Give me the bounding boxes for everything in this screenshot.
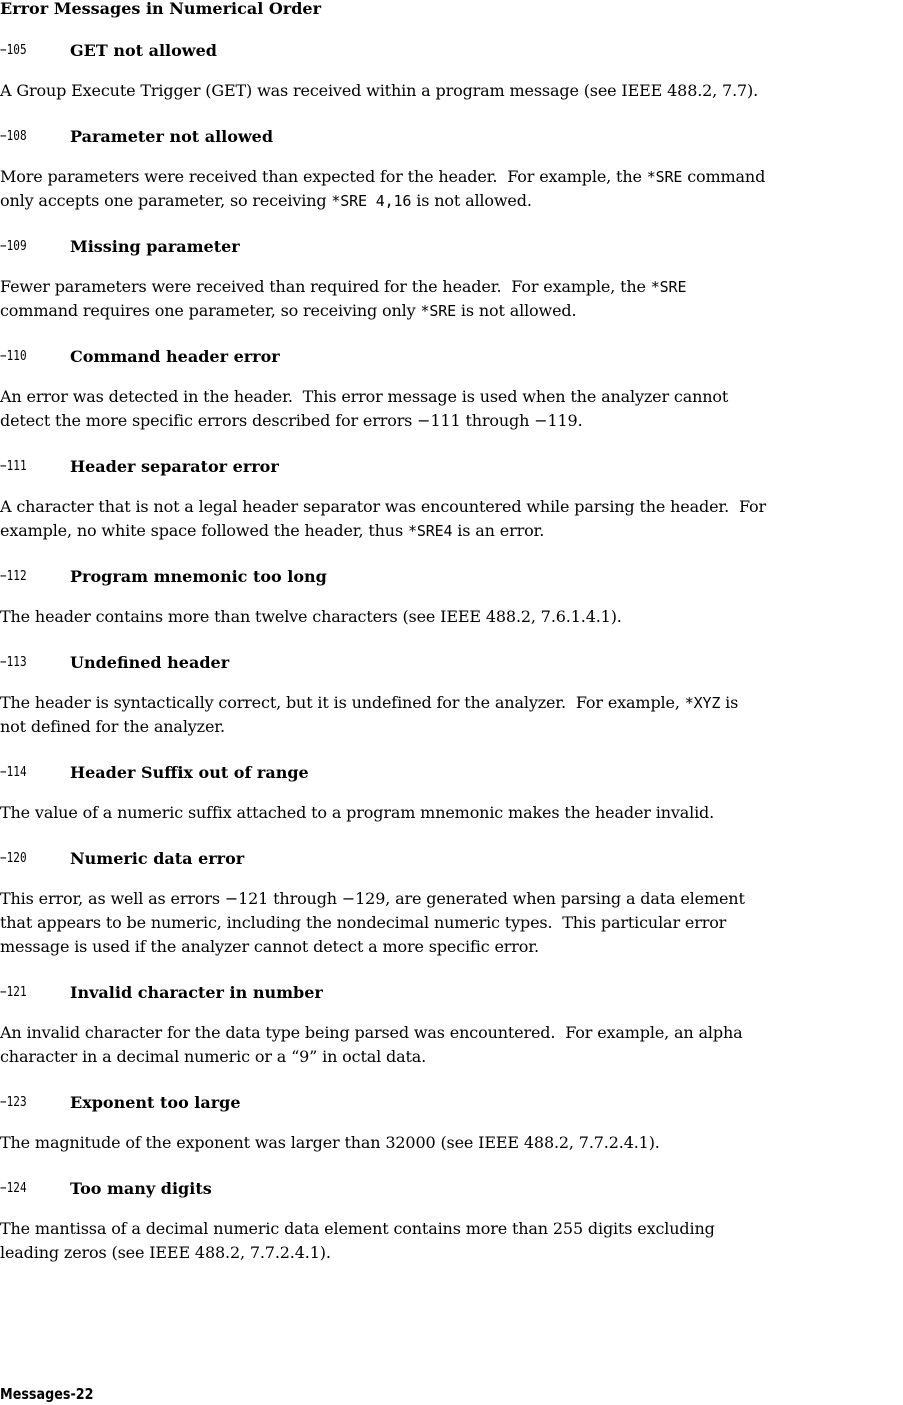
error-entry: [0, 1177, 903, 1287]
description-text: that appears to be numeric, including the nondecimal numeric types. This particular error: [0, 913, 727, 932]
description-line: [0, 911, 903, 935]
error-entry-heading: [0, 235, 903, 257]
error-entry: [0, 761, 903, 847]
error-entry-heading: [0, 565, 903, 587]
description-line: [0, 1241, 903, 1265]
error-entry: [0, 235, 903, 345]
description-text: message is used if the analyzer cannot detect a more specific error.: [0, 937, 539, 956]
error-entry: [0, 125, 903, 235]
error-name: Invalid character in number: [70, 982, 323, 1002]
error-entry-heading: [0, 761, 903, 783]
page-footer: Messages-22: [0, 1385, 94, 1403]
error-description: [0, 1003, 903, 1091]
error-code: −124: [0, 1180, 27, 1196]
description-text: character in a decimal numeric or a “9” in octal data.: [0, 1047, 427, 1066]
description-line: [0, 801, 903, 825]
error-code: −105: [0, 42, 27, 58]
error-name: Exponent too large: [70, 1092, 241, 1112]
error-description: [0, 587, 903, 651]
error-code: −121: [0, 984, 27, 1000]
error-entry-heading: [0, 1091, 903, 1113]
description-line: [0, 275, 903, 299]
page-title: Error Messages in Numerical Order: [0, 0, 322, 18]
error-entry-heading: [0, 125, 903, 147]
error-entry-heading: [0, 345, 903, 367]
description-line: [0, 1045, 903, 1069]
description-line: [0, 519, 903, 543]
description-line: [0, 1021, 903, 1045]
command-literal: *SRE: [420, 302, 456, 320]
error-code: −110: [0, 348, 27, 364]
error-description: [0, 257, 903, 345]
description-text: An error was detected in the header. This error message is used when the analyzer cannot: [0, 387, 729, 406]
error-message-list: [0, 39, 903, 1287]
error-entry-heading: [0, 981, 903, 1003]
description-text: The header contains more than twelve characters (see IEEE 488.2, 7.6.1.4.1).: [0, 607, 622, 626]
description-text: is an error.: [452, 521, 545, 540]
error-code: −111: [0, 458, 27, 474]
error-name: Header separator error: [70, 456, 279, 476]
description-text: command: [682, 167, 766, 186]
description-line: [0, 495, 903, 519]
error-name: GET not allowed: [70, 40, 217, 60]
description-text: The header is syntactically correct, but it is undefined for the analyzer. For example,: [0, 693, 685, 712]
description-text: is: [720, 693, 739, 712]
error-entry: [0, 847, 903, 981]
description-line: [0, 1217, 903, 1241]
error-entry: [0, 1091, 903, 1177]
description-text: This error, as well as errors −121 through −129, are generated when parsing a data element: [0, 889, 745, 908]
description-text: only accepts one parameter, so receiving: [0, 191, 332, 210]
command-literal: *SRE4: [407, 522, 453, 540]
error-description: [0, 61, 903, 125]
error-code: −123: [0, 1094, 27, 1110]
description-line: [0, 605, 903, 629]
error-name: Program mnemonic too long: [70, 566, 327, 586]
description-line: [0, 189, 903, 213]
description-line: [0, 385, 903, 409]
command-literal: *XYZ: [684, 694, 721, 712]
error-code: −108: [0, 128, 27, 144]
error-entry-heading: [0, 39, 903, 61]
description-text: A Group Execute Trigger (GET) was received within a program message (see IEEE 488.2, 7.7).: [0, 81, 759, 100]
description-text: is not allowed.: [411, 191, 532, 210]
error-code: −114: [0, 764, 27, 780]
error-entry: [0, 455, 903, 565]
command-literal: *SRE: [646, 168, 683, 186]
error-description: [0, 367, 903, 455]
error-code: −120: [0, 850, 27, 866]
description-text: More parameters were received than expected for the header. For example, the: [0, 167, 647, 186]
description-line: [0, 165, 903, 189]
error-code: −113: [0, 654, 27, 670]
error-entry: [0, 651, 903, 761]
description-line: [0, 79, 903, 103]
error-description: [0, 147, 903, 235]
description-text: example, no white space followed the header, thus: [0, 521, 408, 540]
description-line: [0, 715, 903, 739]
error-name: Missing parameter: [70, 236, 240, 256]
error-name: Header Suffix out of range: [70, 762, 309, 782]
error-entry-heading: [0, 455, 903, 477]
description-text: A character that is not a legal header separator was encountered while parsing the header. For: [0, 497, 767, 516]
description-text: not defined for the analyzer.: [0, 717, 225, 736]
error-entry: [0, 981, 903, 1091]
description-line: [0, 887, 903, 911]
error-entry: [0, 39, 903, 125]
description-text: leading zeros (see IEEE 488.2, 7.7.2.4.1).: [0, 1243, 331, 1262]
description-text: The mantissa of a decimal numeric data element contains more than 255 digits excluding: [0, 1219, 715, 1238]
error-code: −112: [0, 568, 27, 584]
error-name: Too many digits: [70, 1178, 212, 1198]
error-entry: [0, 565, 903, 651]
command-literal: *SRE: [650, 278, 687, 296]
description-line: [0, 1131, 903, 1155]
error-name: Numeric data error: [70, 848, 245, 868]
error-name: Undefined header: [70, 652, 230, 672]
description-text: detect the more specific errors described for errors −111 through −119.: [0, 411, 583, 430]
error-entry: [0, 345, 903, 455]
description-line: [0, 691, 903, 715]
error-description: [0, 869, 903, 981]
description-line: [0, 299, 903, 323]
error-code: −109: [0, 238, 27, 254]
error-description: [0, 783, 903, 847]
error-entry-heading: [0, 847, 903, 869]
description-text: The magnitude of the exponent was larger than 32000 (see IEEE 488.2, 7.7.2.4.1).: [0, 1133, 660, 1152]
description-text: command requires one parameter, so receiving only: [0, 301, 421, 320]
description-line: [0, 935, 903, 959]
error-entry-heading: [0, 1177, 903, 1199]
description-line: [0, 409, 903, 433]
description-text: Fewer parameters were received than required for the header. For example, the: [0, 277, 651, 296]
error-name: Command header error: [70, 346, 280, 366]
description-text: The value of a numeric suffix attached to a program mnemonic makes the header invalid.: [0, 803, 715, 822]
description-text: An invalid character for the data type being parsed was encountered. For example, an alpha: [0, 1023, 743, 1042]
error-description: [0, 1113, 903, 1177]
error-description: [0, 1199, 903, 1287]
error-name: Parameter not allowed: [70, 126, 274, 146]
command-literal: *SRE 4,16: [331, 192, 412, 210]
error-description: [0, 477, 903, 565]
error-description: [0, 673, 903, 761]
error-entry-heading: [0, 651, 903, 673]
description-text: is not allowed.: [455, 301, 577, 320]
